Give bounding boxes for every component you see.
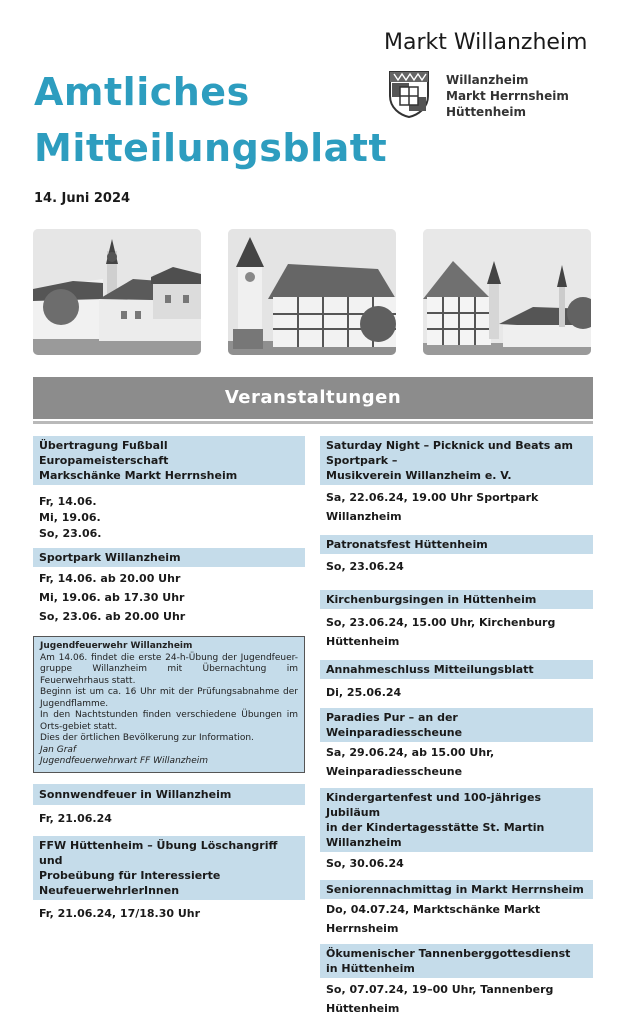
events-left-column bbox=[33, 436, 305, 923]
event-title: Musikverein Willanzheim e. V. bbox=[326, 469, 512, 482]
event-title: in der Kindertagesstätte St. Martin Willanzheim bbox=[326, 821, 545, 849]
event-header: Paradies Pur – an der Weinparadiesscheune bbox=[320, 708, 593, 742]
title-line-1: Amtliches bbox=[34, 70, 250, 114]
event-header bbox=[33, 436, 305, 485]
event-date: So, 23.06.24, 15.00 Uhr, Kirchenburg Hüttenheim bbox=[326, 616, 556, 648]
issue-date: 14. Juni 2024 bbox=[34, 191, 131, 206]
event-date: So, 07.07.24, 19–00 Uhr, Tannenberg Hüttenheim bbox=[326, 983, 554, 1015]
event-details bbox=[33, 485, 305, 542]
coat-of-arms-icon bbox=[388, 70, 430, 118]
notice-paragraph: Beginn ist um ca. 16 Uhr mit der Prüfungsabnahme der Jugendflamme. bbox=[40, 687, 298, 709]
event-date: Fr, 14.06. bbox=[39, 495, 97, 508]
event-title: Saturday Night – Picknick und Beats am Sportpark – bbox=[326, 439, 574, 467]
title-line-2: Mitteilungsblatt bbox=[34, 126, 388, 170]
event-header: Patronatsfest Hüttenheim bbox=[320, 535, 593, 554]
place-name: Willanzheim bbox=[446, 73, 529, 87]
event-header bbox=[33, 836, 305, 900]
event-date: Di, 25.06.24 bbox=[326, 686, 402, 699]
event-title: Ökumenischer Tannenberggottesdienst bbox=[326, 947, 571, 960]
event-title: Markschänke Markt Herrnsheim bbox=[39, 469, 238, 482]
photo-huettenheim bbox=[423, 229, 591, 355]
event-date: Sa, 29.06.24, ab 15.00 Uhr, Weinparadiesscheune bbox=[326, 746, 495, 778]
event-details bbox=[33, 567, 305, 626]
section-banner: Veranstaltungen bbox=[33, 377, 593, 419]
event-title: Übertragung Fußball Europameisterschaft bbox=[39, 439, 169, 467]
event-date: Fr, 14.06. ab 20.00 Uhr bbox=[39, 572, 181, 585]
event-date: So, 23.06. ab 20.00 Uhr bbox=[39, 610, 186, 623]
event-date: So, 23.06.24 bbox=[326, 560, 404, 573]
photo-markt-herrnsheim bbox=[228, 229, 396, 355]
notice-paragraph: In den Nachtstunden finden verschiedene Übungen im Orts-gebiet statt. bbox=[40, 710, 298, 732]
banner-divider bbox=[33, 421, 593, 424]
event-date: Fr, 21.06.24 bbox=[39, 811, 112, 825]
event-header: Sportpark Willanzheim bbox=[33, 548, 305, 567]
event-header: Sonnwendfeuer in Willanzheim bbox=[33, 784, 305, 805]
brand-name: Markt Willanzheim bbox=[384, 30, 588, 55]
event-title: FFW Hüttenheim – Übung Löschangriff und bbox=[39, 838, 278, 867]
event-header bbox=[320, 788, 593, 852]
event-date: Mi, 19.06. ab 17.30 Uhr bbox=[39, 591, 185, 604]
event-header: Kirchenburgsingen in Hüttenheim bbox=[320, 590, 593, 609]
notice-paragraph: Dies der örtlichen Bevölkerung zur Information. bbox=[40, 733, 254, 743]
place-name: Markt Herrnsheim bbox=[446, 89, 569, 103]
notice-box bbox=[33, 636, 305, 773]
event-title: Kindergartenfest und 100-jähriges Jubiläum bbox=[326, 791, 542, 819]
event-title: in Hüttenheim bbox=[326, 962, 415, 975]
photo-willanzheim bbox=[33, 229, 201, 355]
event-header: Seniorennachmittag in Markt Herrnsheim bbox=[320, 880, 593, 899]
notice-signature: Jan Graf bbox=[40, 744, 77, 755]
event-date: So, 30.06.24 bbox=[326, 857, 404, 870]
event-date: Mi, 19.06. bbox=[39, 511, 101, 524]
event-header bbox=[320, 436, 593, 485]
event-header: Annahmeschluss Mitteilungsblatt bbox=[320, 660, 593, 679]
event-title: Probeübung für Interessierte NeufeuerwehrlerInnen bbox=[39, 868, 221, 897]
events-right-column bbox=[320, 436, 593, 1018]
notice-paragraph: Am 14.06. findet die erste 24-h-Übung der Jugendfeuer-gruppe Willanzheim mit Übernachtung im Feuerwehrhaus statt. bbox=[40, 652, 298, 686]
place-name: Hüttenheim bbox=[446, 105, 527, 119]
event-date: So, 23.06. bbox=[39, 527, 102, 540]
event-date: Sa, 22.06.24, 19.00 Uhr Sportpark Willanzheim bbox=[326, 491, 539, 523]
event-date: Fr, 21.06.24, 17/18.30 Uhr bbox=[39, 906, 201, 920]
notice-title: Jugendfeuerwehr Willanzheim bbox=[40, 641, 193, 651]
notice-signature-role: Jugendfeuerwehrwart FF Willanzheim bbox=[40, 756, 209, 766]
event-header bbox=[320, 944, 593, 978]
event-date: Do, 04.07.24, Marktschänke Markt Herrnsheim bbox=[326, 903, 541, 935]
places-list bbox=[446, 72, 569, 120]
